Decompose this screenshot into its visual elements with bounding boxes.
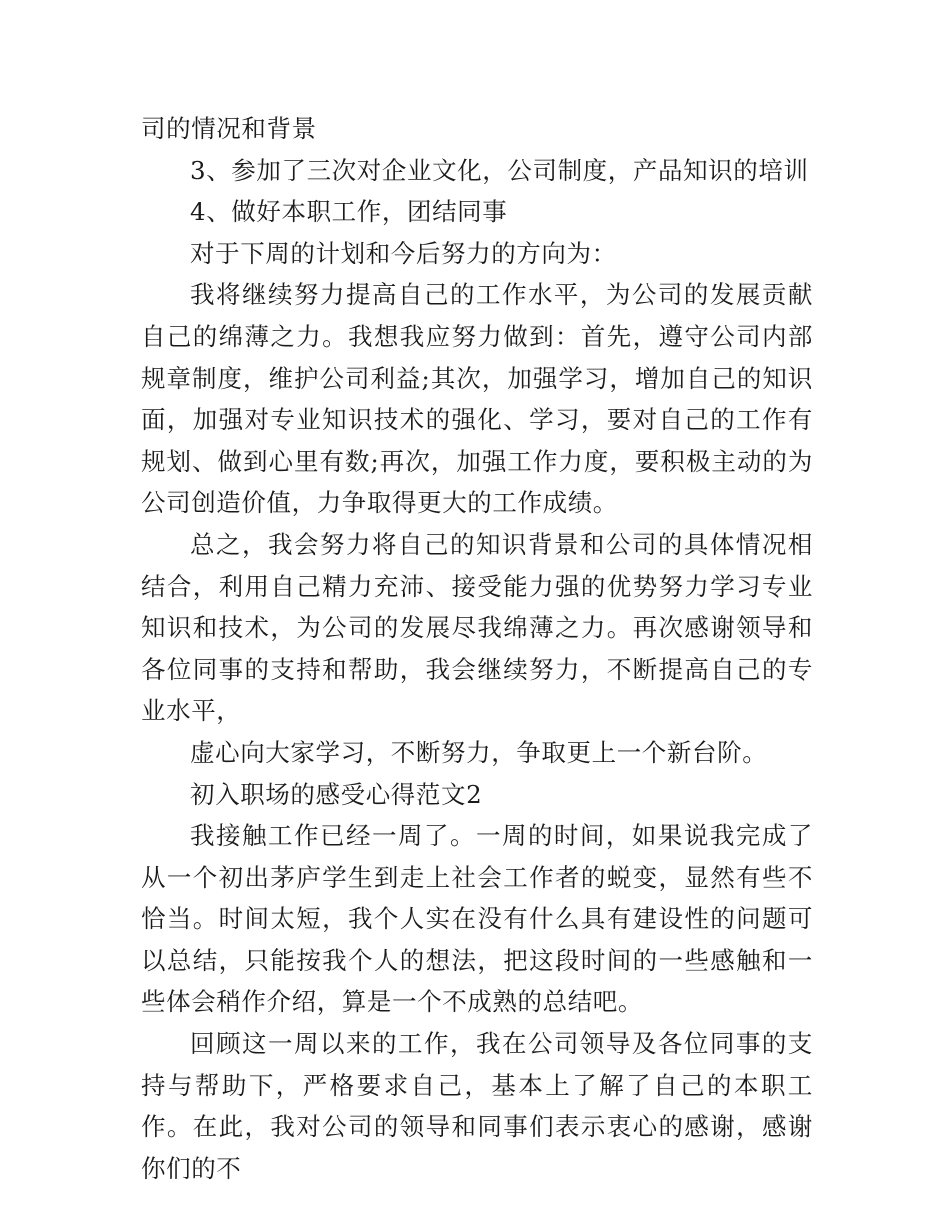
document-body [141,108,813,1189]
paragraph-next-week-intro: 对于下周的计划和今后努力的方向为： [190,238,617,268]
paragraph-summary: 总之，我会努力将自己的知识背景和公司的具体情况相结合，利用自己精力充沛、接受能力强的优势努力学习专业知识和技术，为公司的发展尽我绵薄之力。再次感谢领导和各位同事的支持和帮助，我会继续努力，不断提高自己的专业水平， [141,529,813,726]
paragraph-review: 回顾这一周以来的工作，我在公司领导及各位同事的支持与帮助下，严格要求自己，基本上了解了自己的本职工作。在此，我对公司的领导和同事们表示衷心的感谢，感谢你们的不 [141,1029,813,1183]
paragraph-item-4: 4、做好本职工作，团结同事 [190,197,508,227]
paragraph-summary-end: 虚心向大家学习，不断努力，争取更上一个新台阶。 [190,737,768,767]
paragraph-item-3: 3、参加了三次对企业文化，公司制度，产品知识的培训 [190,155,809,185]
paragraph-week-intro: 我接触工作已经一周了。一周的时间，如果说我完成了从一个初出茅庐学生到走上社会工作者的蜕变，显然有些不恰当。时间太短，我个人实在没有什么具有建设性的问题可以总结，只能按我个人的想法，把这段时间的一些感触和一些体会稍作介绍，算是一个不成熟的总结吧。 [141,821,813,1017]
section-heading: 初入职场的感受心得范文2 [190,779,483,809]
paragraph-plan: 我将继续努力提高自己的工作水平，为公司的发展贡献自己的绵薄之力。我想我应努力做到：首先，遵守公司内部规章制度，维护公司利益;其次，加强学习，增加自己的知识面，加强对专业知识技术的强化、学习，要对自己的工作有规划、做到心里有数;再次，加强工作力度，要积极主动的为公司创造价值，力争取得更大的工作成绩。 [141,280,813,518]
paragraph-continuation: 司的情况和背景 [141,114,317,143]
